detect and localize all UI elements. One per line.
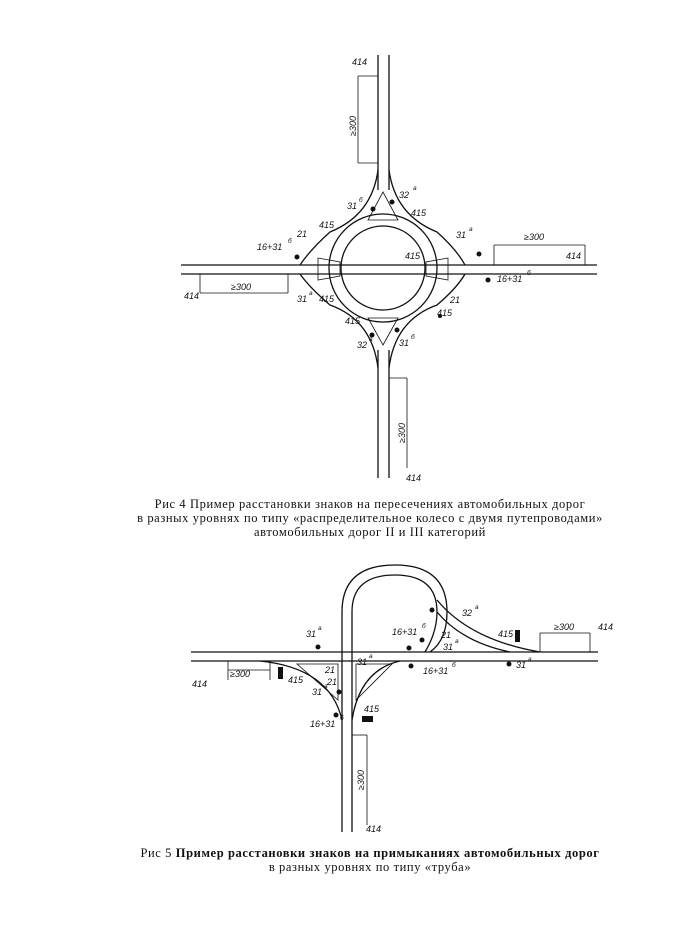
label-sup-a: а bbox=[413, 185, 417, 192]
label-300: ≥300 bbox=[356, 770, 366, 790]
sign-marker bbox=[409, 664, 414, 669]
label-sup-a: а bbox=[475, 604, 479, 611]
label-21: 21 bbox=[327, 677, 338, 687]
sign-marker bbox=[486, 278, 491, 283]
figure-5-caption-line-1 bbox=[120, 846, 620, 860]
label-sup-a: а bbox=[369, 336, 373, 343]
label-415: 415 bbox=[405, 251, 421, 261]
label-16-31: 16+31 bbox=[392, 627, 418, 637]
label-414: 414 bbox=[598, 622, 614, 632]
sign-marker bbox=[371, 207, 376, 212]
sign-415-icon bbox=[278, 667, 283, 679]
label-31: 31 bbox=[297, 294, 308, 304]
sign-marker bbox=[430, 608, 435, 613]
sign-marker bbox=[420, 638, 425, 643]
label-16-31: 16+31 bbox=[497, 274, 523, 284]
label-414: 414 bbox=[184, 291, 200, 301]
label-sup-b: б bbox=[359, 197, 363, 204]
label-sup-a: а bbox=[455, 638, 459, 645]
label-415: 415 bbox=[411, 208, 427, 218]
sign-marker bbox=[395, 328, 400, 333]
sign-marker bbox=[334, 713, 339, 718]
label-sup-a: а bbox=[528, 656, 532, 663]
figure-5-diagram bbox=[191, 565, 613, 834]
label-16-31: 16+31 bbox=[310, 719, 336, 729]
sign-415-icon bbox=[362, 716, 373, 722]
figure-4-caption-line-3: автомобильных дорог II и III категорий bbox=[254, 525, 486, 539]
label-415: 415 bbox=[288, 675, 304, 685]
label-300: ≥300 bbox=[348, 116, 358, 136]
sign-marker bbox=[507, 662, 512, 667]
label-31: 31 bbox=[456, 230, 467, 240]
figure-5-caption bbox=[120, 846, 620, 874]
label-31: 31 bbox=[399, 338, 410, 348]
right-island bbox=[356, 664, 392, 700]
sign-415-icon bbox=[515, 630, 520, 642]
label-415: 415 bbox=[364, 704, 380, 714]
label-sup-a: а bbox=[318, 625, 322, 632]
label-sup-b: б bbox=[422, 623, 426, 630]
figure-4-caption-line-1: Рис 4 Пример расстановки знаков на пересечениях автомобильных дорог bbox=[154, 497, 586, 511]
dim-south bbox=[389, 378, 407, 468]
label-300: ≥300 bbox=[397, 423, 407, 443]
label-21: 21 bbox=[441, 630, 452, 640]
label-414: 414 bbox=[192, 679, 208, 689]
label-31: 31 bbox=[312, 687, 323, 697]
label-32: 32 bbox=[357, 340, 368, 350]
figure-5-caption-text: Пример расстановки знаков на примыканиях автомобильных дорог bbox=[175, 846, 600, 860]
figure-4-caption-line-2: в разных уровнях по типу «распределительное колесо с двумя путепроводами» bbox=[137, 511, 603, 525]
label-415: 415 bbox=[345, 316, 361, 326]
label-414: 414 bbox=[366, 824, 382, 834]
label-414: 414 bbox=[352, 57, 368, 67]
roundabout-outer-ring bbox=[329, 214, 437, 322]
label-sup-b: б bbox=[527, 270, 531, 277]
label-300: ≥300 bbox=[554, 622, 574, 632]
label-414: 414 bbox=[406, 473, 422, 483]
label-sup-a: а bbox=[324, 683, 328, 690]
label-sup-a: а bbox=[369, 653, 373, 660]
sign-marker bbox=[390, 200, 395, 205]
north-island bbox=[368, 192, 398, 220]
label-31: 31 bbox=[516, 660, 527, 670]
label-32: 32 bbox=[399, 190, 410, 200]
sign-marker bbox=[295, 255, 300, 260]
sign-marker bbox=[407, 646, 412, 651]
sign-marker bbox=[337, 690, 342, 695]
figure-4-diagram bbox=[181, 55, 597, 483]
label-414: 414 bbox=[566, 251, 582, 261]
label-sup-b: б bbox=[288, 238, 292, 245]
figure-5-caption-prefix: Рис 5 bbox=[140, 846, 173, 860]
label-300: ≥300 bbox=[231, 282, 251, 292]
label-sup-b: б bbox=[452, 662, 456, 669]
sw-connector bbox=[300, 274, 378, 368]
label-sup-b: б bbox=[340, 715, 344, 722]
label-21: 21 bbox=[297, 229, 308, 239]
label-sup-a: а bbox=[469, 226, 473, 233]
label-31: 31 bbox=[306, 629, 317, 639]
figure-5-caption-line-2: в разных уровнях по типу «труба» bbox=[268, 860, 472, 874]
label-sup-b: б bbox=[411, 334, 415, 341]
label-21: 21 bbox=[325, 665, 336, 675]
label-415: 415 bbox=[437, 308, 453, 318]
label-300: ≥300 bbox=[524, 232, 544, 242]
roundabout-inner-ring bbox=[341, 226, 425, 310]
label-31: 31 bbox=[357, 657, 368, 667]
label-16-31: 16+31 bbox=[423, 666, 449, 676]
label-415: 415 bbox=[319, 220, 335, 230]
dim-north bbox=[358, 76, 378, 163]
label-31: 31 bbox=[443, 642, 454, 652]
label-300: ≥300 bbox=[230, 669, 250, 679]
figure-4-caption bbox=[120, 497, 620, 539]
sign-marker bbox=[477, 252, 482, 257]
label-415: 415 bbox=[498, 629, 514, 639]
nw-connector bbox=[300, 170, 378, 265]
label-31: 31 bbox=[347, 201, 358, 211]
dim-right bbox=[540, 633, 590, 652]
label-21: 21 bbox=[450, 295, 461, 305]
sign-marker bbox=[316, 645, 321, 650]
se-connector bbox=[389, 274, 465, 368]
label-415: 415 bbox=[319, 294, 335, 304]
label-sup-a: а bbox=[309, 290, 313, 297]
label-16-31: 16+31 bbox=[257, 242, 283, 252]
label-32: 32 bbox=[462, 608, 473, 618]
